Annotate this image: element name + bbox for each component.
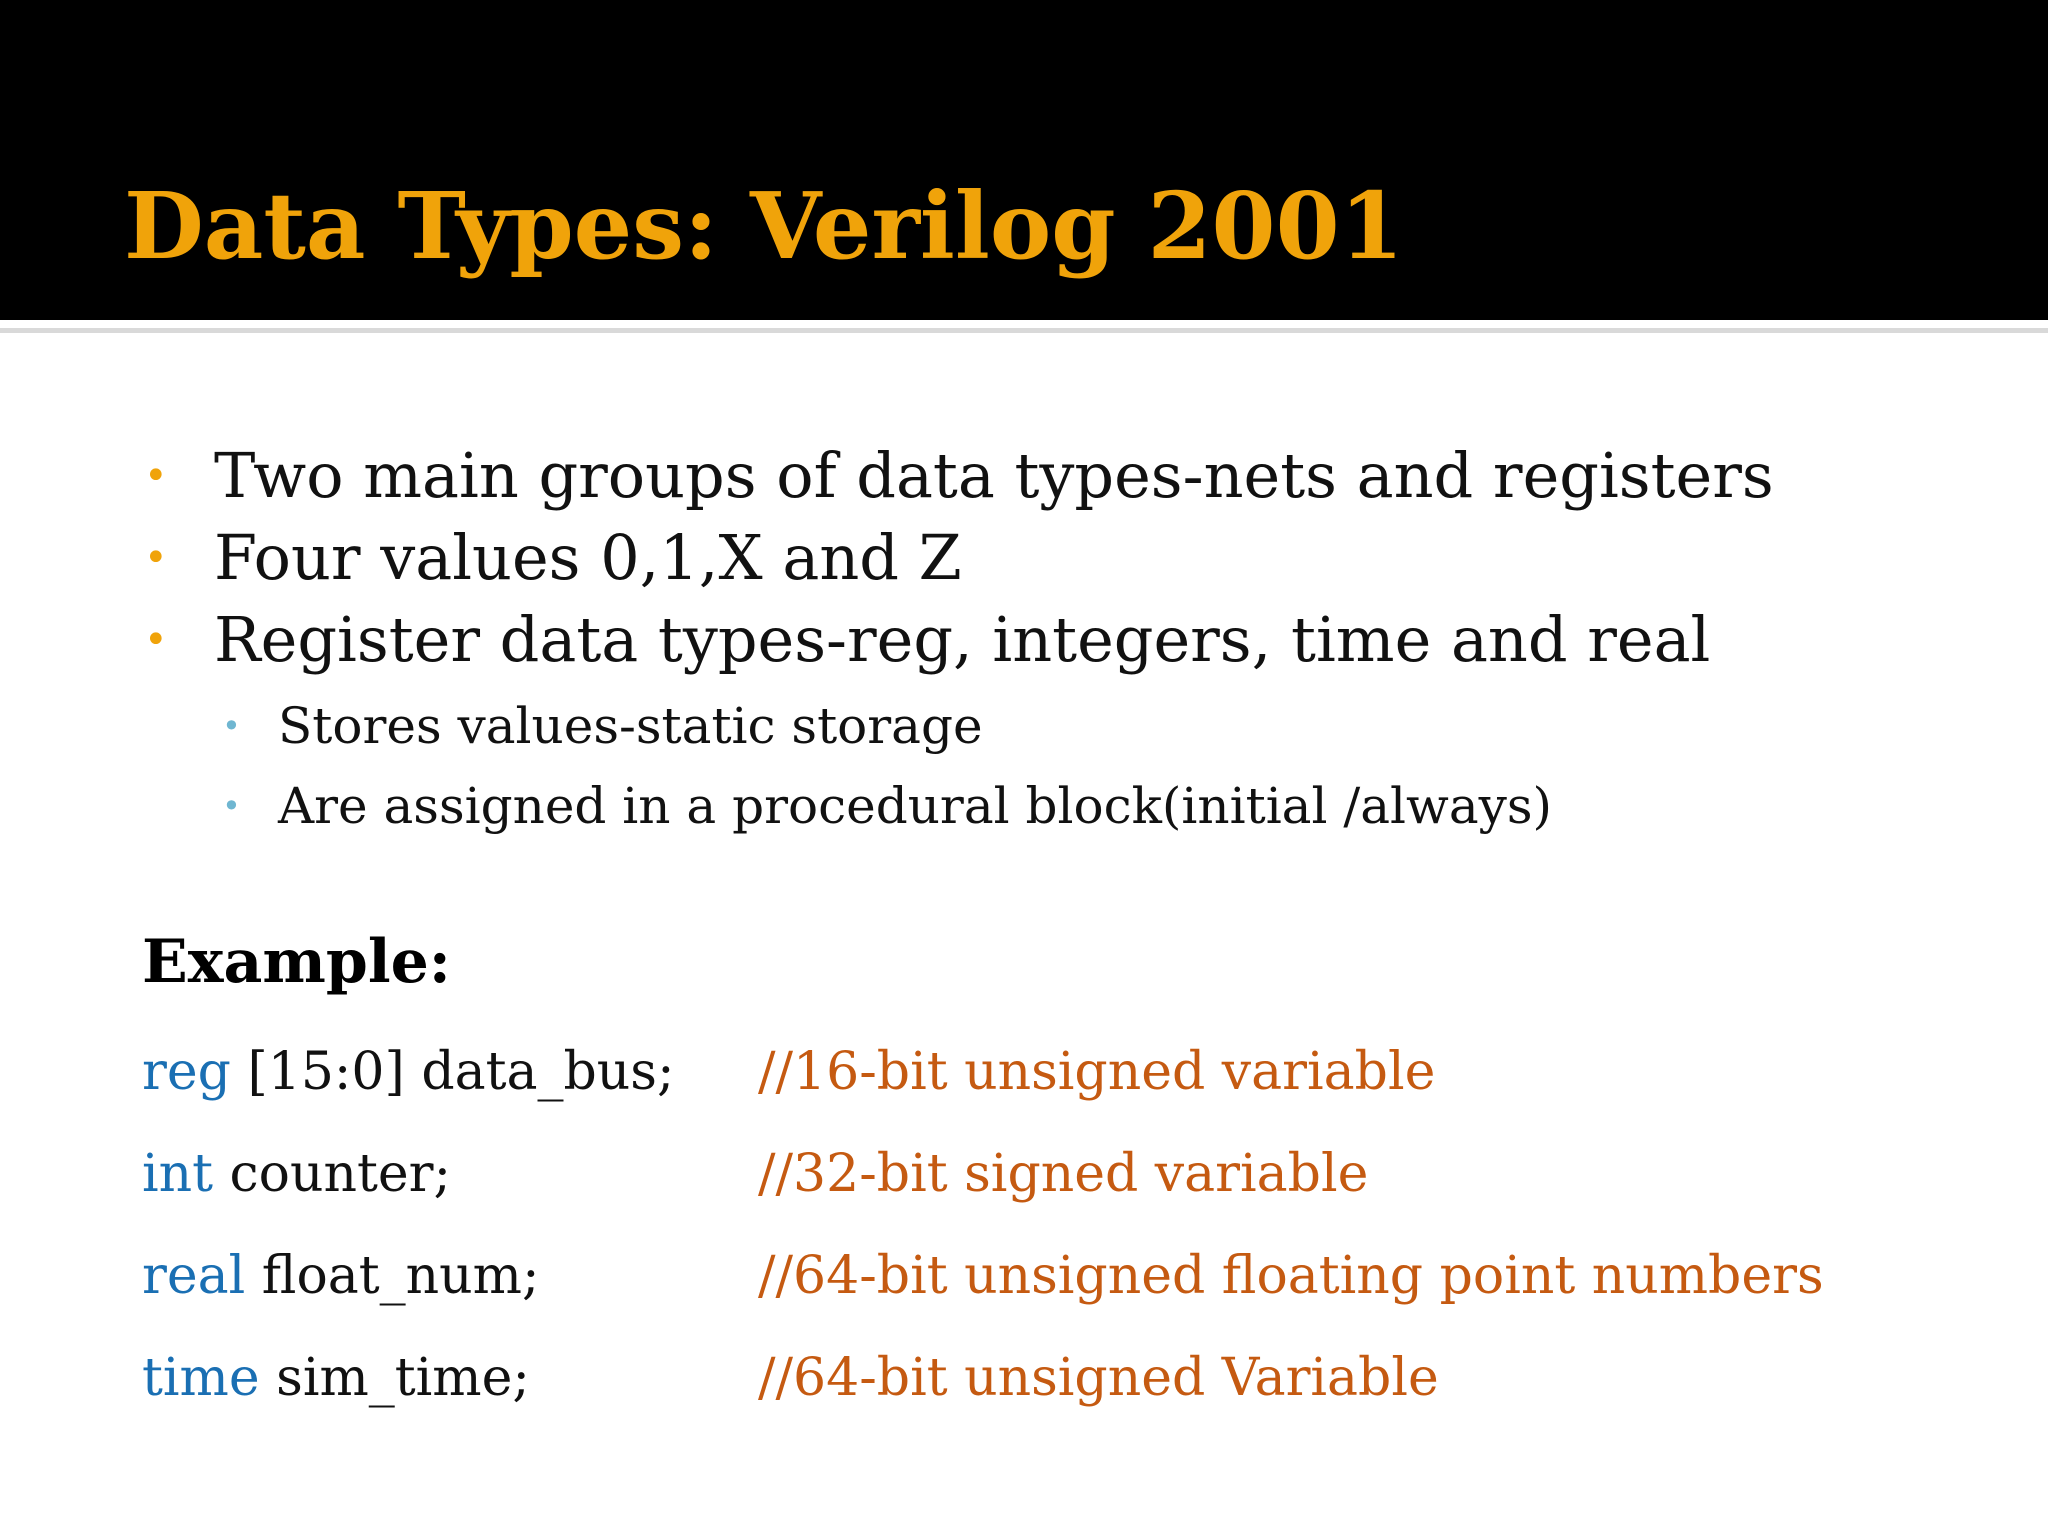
sub-bullet-item [222, 774, 1553, 838]
code-comment: //16-bit unsigned variable [758, 1042, 1436, 1102]
sub-bullet-text: Stores values-static storage [278, 697, 983, 755]
code-line [142, 1236, 2022, 1316]
bullet-dot-icon: • [222, 787, 241, 825]
code-line [142, 1134, 2022, 1214]
code-declaration: sim_time; [259, 1348, 530, 1408]
bullet-dot-icon: • [144, 453, 168, 499]
code-comment: //64-bit unsigned floating point numbers [758, 1246, 1824, 1306]
code-line [142, 1032, 2022, 1112]
bullet-item [144, 518, 962, 598]
title-divider [0, 328, 2048, 333]
bullet-item [144, 436, 1774, 516]
example-heading: Example: [142, 927, 451, 997]
code-keyword: time [142, 1348, 260, 1408]
code-keyword: real [142, 1246, 246, 1306]
sub-bullet-item [222, 694, 983, 758]
bullet-dot-icon: • [222, 707, 241, 745]
code-comment: //32-bit signed variable [758, 1144, 1369, 1204]
code-declaration: [15:0] data_bus; [230, 1042, 675, 1102]
bullet-text: Two main groups of data types-nets and registers [214, 439, 1774, 512]
code-line [142, 1338, 2022, 1418]
code-declaration: counter; [213, 1144, 452, 1204]
slide-title: Data Types: Verilog 2001 [124, 172, 1404, 280]
code-keyword: int [142, 1144, 214, 1204]
bullet-text: Register data types-reg, integers, time and real [214, 603, 1711, 676]
code-comment: //64-bit unsigned Variable [758, 1348, 1439, 1408]
code-declaration: float_num; [245, 1246, 540, 1306]
bullet-dot-icon: • [144, 617, 168, 663]
bullet-text: Four values 0,1,X and Z [214, 521, 962, 594]
bullet-dot-icon: • [144, 535, 168, 581]
bullet-item [144, 600, 1711, 680]
code-keyword: reg [142, 1042, 231, 1102]
sub-bullet-text: Are assigned in a procedural block(initial /always) [278, 777, 1553, 835]
